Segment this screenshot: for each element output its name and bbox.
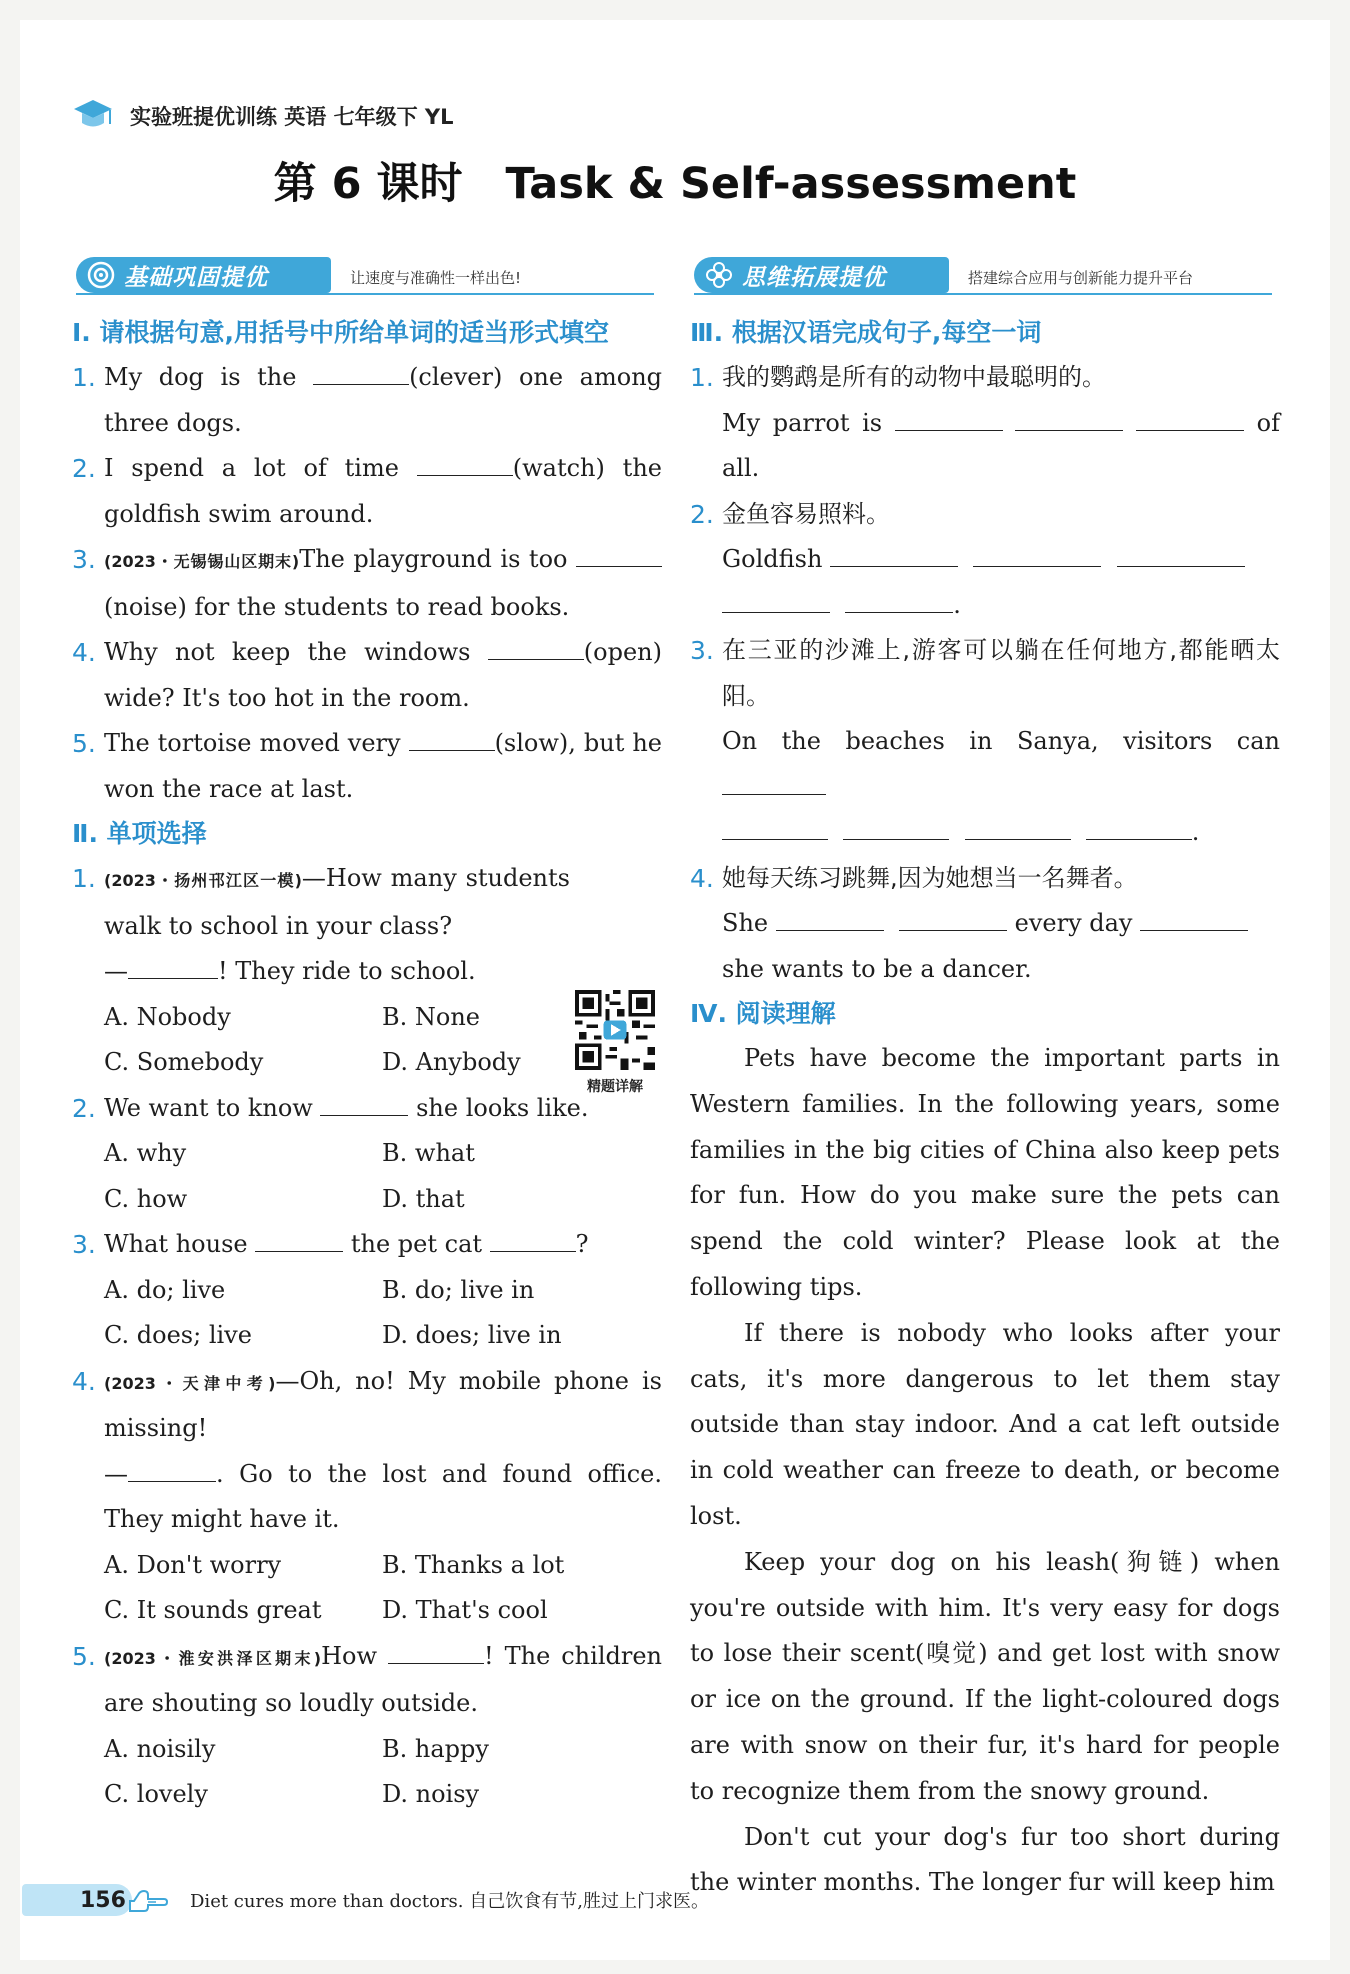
answer-blank[interactable] [895,406,1003,431]
extension-banner [690,255,1280,299]
option[interactable]: D. does; live in [382,1321,562,1349]
answer-blank[interactable] [576,542,662,567]
option[interactable]: A. noisily [104,1734,216,1763]
answer-blank[interactable] [128,1457,216,1482]
question: 1. My dog is the (clever) one among three dogs. [72,355,662,446]
page-number-box [22,1884,132,1916]
answer-blank[interactable] [965,815,1071,840]
option[interactable]: B. None [382,1002,481,1031]
answer-blank[interactable] [313,360,409,385]
lesson-title: 第 6 课时 Task & Self-assessment [273,159,1077,209]
page-footer [22,1878,709,1922]
option[interactable]: D. Anybody [382,1048,521,1076]
source-tag: (2023・淮安洪泽区期末) [104,1648,322,1668]
answer-blank[interactable] [1015,406,1123,431]
footer-motto: Diet cures more than doctors. 自己饮食有节,胜过上门求医。 [190,1891,709,1912]
question: 1. (2023・扬州邗江区一模)—How many students walk to school in your class? — ! They ride to school. [72,864,570,985]
answer-blank[interactable] [320,1091,408,1116]
question: 3. What house the pet cat ? [72,1222,662,1268]
option[interactable]: D. that [382,1184,465,1213]
section-1-heading: Ⅰ. 请根据句意,用括号中所给单词的适当形式填空 [72,318,610,347]
answer-blank[interactable] [722,588,830,613]
options [72,995,662,1086]
answer-blank[interactable] [409,726,495,751]
section-3-heading: Ⅲ. 根据汉语完成句子,每空一词 [690,318,1042,347]
target-icon [86,260,116,290]
answer-blank[interactable] [1140,906,1248,931]
option[interactable]: A. Don't worry [104,1550,282,1579]
answer-blank[interactable] [899,906,1007,931]
page-number: 156 [80,1887,126,1913]
extension-banner-label: 思维拓展提优 [742,264,886,291]
option[interactable]: B. happy [382,1734,489,1763]
option[interactable]: C. Somebody [104,1048,264,1076]
question: 2. I spend a lot of time (watch) the goldfish swim around. [72,446,662,537]
answer-blank[interactable] [1086,815,1192,840]
answer-blank[interactable] [490,1227,576,1252]
extension-banner-slogan: 搭建综合应用与创新能力提升平台 [968,269,1194,287]
options [72,1268,662,1359]
question: 1. 我的鹦鹉是所有的动物中最聪明的。 My parrot is of all. [690,363,1280,482]
option[interactable]: A. why [104,1139,187,1167]
option[interactable]: B. what [382,1139,475,1167]
graduation-cap-icon [72,96,114,136]
basic-banner-slogan: 让速度与准确性一样出色! [350,269,522,287]
answer-blank[interactable] [417,451,513,476]
answer-blank[interactable] [843,815,949,840]
qr-code[interactable] [575,990,655,1096]
option[interactable]: C. It sounds great [104,1596,322,1624]
answer-blank[interactable] [973,542,1101,567]
answer-blank[interactable] [1117,542,1245,567]
question: 4. 她每天练习跳舞,因为她想当一名舞者。 She every day she wants to be a dancer. [690,856,1280,993]
source-tag: (2023・扬州邗江区一模) [104,871,302,890]
answer-blank[interactable] [722,770,826,795]
options [72,1543,662,1634]
question: 5. (2023・淮安洪泽区期末)How ! The children are shouting so loudly outside. [72,1634,662,1727]
left-column [72,255,662,1818]
option[interactable]: B. Thanks a lot [382,1550,565,1579]
flower-icon [704,260,734,290]
question: 2. We want to know she looks like. [72,1086,662,1132]
qr-code-icon [575,990,655,1070]
answer-blank[interactable] [388,1639,484,1664]
options [72,1727,662,1818]
option[interactable]: D. noisy [382,1780,480,1808]
answer-blank[interactable] [830,542,958,567]
banner-rule [694,293,1272,295]
answer-blank[interactable] [488,635,584,660]
answer-blank[interactable] [722,815,828,840]
question: 2. 金鱼容易照料。 Goldfish . [690,492,1280,629]
reading-paragraph: If there is nobody who looks after your cats, it's more dangerous to let them stay outside than stay indoor. And a cat left outside in cold weather can freeze to death, or become lost. [690,1318,1280,1530]
pointing-hand-icon [126,1883,170,1917]
basic-banner [72,255,662,299]
basic-banner-label: 基础巩固提优 [124,264,268,291]
question: 3. (2023・无锡锡山区期末)The playground is too (noise) for the students to read books. [72,537,662,630]
qr-caption: 精题详解 [587,1079,643,1095]
reading-paragraph: Don't cut your dog's fur too short during the winter months. The longer fur will keep him [690,1822,1280,1897]
section-4-heading: Ⅳ. 阅读理解 [690,999,836,1028]
question: 5. The tortoise moved very (slow), but he won the race at last. [72,721,662,812]
answer-blank[interactable] [255,1227,343,1252]
answer-blank[interactable] [776,906,884,931]
option[interactable]: B. do; live in [382,1275,535,1304]
section-2-heading: Ⅱ. 单项选择 [72,819,207,848]
source-tag: (2023・天津中考) [104,1373,276,1393]
reading-paragraph: Keep your dog on his leash(狗链) when you're outside with him. It's very easy for dogs to lose their scent(嗅觉) and get lost with snow or ice on the ground. If the light-coloured dogs are with snow on their fur, it's hard for people to recognize them from the snowy ground. [690,1547,1280,1805]
option[interactable]: A. Nobody [104,1002,231,1031]
answer-blank[interactable] [128,954,218,979]
option[interactable]: A. do; live [104,1275,226,1304]
question: 4. (2023・天津中考)—Oh, no! My mobile phone is missing! — . Go to the lost and found office. They might have it. [72,1366,662,1533]
question: 3. 在三亚的沙滩上,游客可以躺在任何地方,都能晒太阳。 On the beaches in Sanya, visitors can . [690,636,1280,846]
option[interactable]: C. how [104,1184,188,1213]
option[interactable]: C. lovely [104,1780,208,1808]
reading-paragraph: Pets have become the important parts in Western families. In the following years, some families in the big cities of China also keep pets for fun. How do you make sure the pets can spend the cold winter? Please look at the following tips. [690,1044,1280,1301]
right-column [690,255,1280,1906]
answer-blank[interactable] [845,588,953,613]
answer-blank[interactable] [1136,406,1244,431]
question: 4. Why not keep the windows (open) wide? It's too hot in the room. [72,630,662,721]
option[interactable]: D. That's cool [382,1596,548,1624]
series-title: 实验班提优训练 英语 七年级下 YL [130,105,454,129]
series-header [72,96,454,136]
source-tag: (2023・无锡锡山区期末) [104,552,300,571]
banner-rule [76,293,654,295]
option[interactable]: C. does; live [104,1321,252,1349]
options [72,1131,662,1222]
